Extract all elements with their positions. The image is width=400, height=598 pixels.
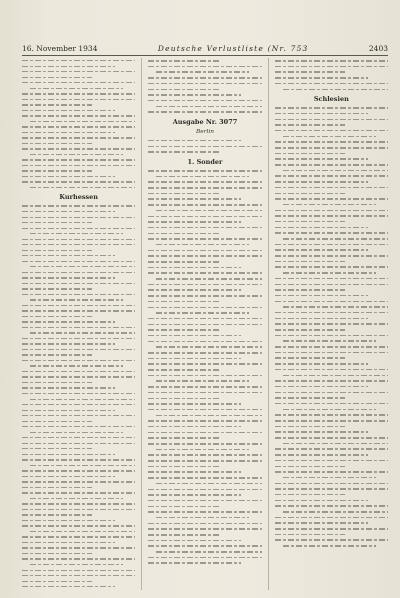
text-line xyxy=(22,110,115,111)
text-line xyxy=(148,204,261,206)
text-line xyxy=(275,210,388,212)
text-line xyxy=(275,232,388,234)
text-line xyxy=(148,255,261,257)
text-line xyxy=(275,295,368,297)
text-line xyxy=(22,310,135,311)
text-line xyxy=(148,318,261,320)
text-line xyxy=(275,528,388,530)
text-line xyxy=(148,335,241,337)
text-line xyxy=(22,360,135,361)
text-line xyxy=(275,318,368,320)
text-line xyxy=(148,272,261,274)
text-line xyxy=(22,165,135,166)
text-line xyxy=(275,289,345,291)
text-line xyxy=(148,89,218,91)
text-line xyxy=(283,477,376,479)
text-line xyxy=(148,100,261,102)
text-line xyxy=(22,93,135,94)
text-line xyxy=(22,570,135,571)
text-line xyxy=(22,525,135,526)
text-line xyxy=(22,547,135,548)
text-line xyxy=(275,352,388,354)
text-line xyxy=(22,421,92,422)
text-line xyxy=(283,89,388,91)
text-line xyxy=(22,99,135,100)
text-line xyxy=(30,465,135,466)
column-right xyxy=(275,58,388,590)
text-line xyxy=(148,329,218,331)
text-line xyxy=(30,266,135,267)
text-line xyxy=(275,397,345,399)
text-line xyxy=(22,176,115,177)
text-line xyxy=(148,392,261,394)
text-line xyxy=(148,238,261,240)
section-heading: 1. Sonder xyxy=(187,157,223,166)
text-line xyxy=(22,503,135,504)
text-line xyxy=(283,136,376,138)
text-line xyxy=(275,346,388,348)
text-line xyxy=(275,539,388,541)
text-line xyxy=(275,522,368,524)
text-line xyxy=(148,358,241,360)
text-line xyxy=(275,431,368,433)
text-line xyxy=(275,414,388,416)
text-line xyxy=(22,459,135,460)
text-line xyxy=(148,460,261,462)
text-line xyxy=(30,432,123,433)
text-line xyxy=(22,283,135,284)
section-heading: Ausgabe Nr. 3077 xyxy=(172,117,238,126)
text-line xyxy=(275,147,388,149)
text-line xyxy=(148,403,241,405)
text-line xyxy=(30,564,123,565)
text-line xyxy=(156,449,249,451)
text-line xyxy=(275,130,388,132)
text-line xyxy=(22,371,135,372)
text-line xyxy=(156,551,261,553)
text-line xyxy=(22,244,135,245)
text-line xyxy=(22,476,115,477)
text-line xyxy=(148,151,218,153)
text-line xyxy=(156,278,261,280)
header-date: 16. November 1934 xyxy=(22,44,98,53)
text-line xyxy=(275,181,368,183)
text-line xyxy=(22,520,115,521)
text-line xyxy=(275,278,388,280)
text-line xyxy=(148,511,261,513)
text-line xyxy=(148,562,241,564)
text-line xyxy=(148,386,261,388)
text-line xyxy=(148,146,261,148)
text-line xyxy=(22,132,115,133)
text-line xyxy=(156,312,249,314)
text-line xyxy=(275,488,388,490)
text-line xyxy=(22,239,135,240)
text-line xyxy=(22,66,115,67)
page-header xyxy=(22,44,388,54)
text-line xyxy=(275,187,388,189)
text-line xyxy=(148,284,261,286)
text-line xyxy=(22,294,135,295)
section-subheading: Berlin xyxy=(196,128,214,135)
text-line xyxy=(22,349,135,350)
text-line xyxy=(22,217,135,218)
text-line xyxy=(22,277,115,278)
text-line xyxy=(22,250,92,251)
text-line xyxy=(148,193,218,195)
text-line xyxy=(275,158,368,160)
text-line xyxy=(148,420,261,422)
text-line xyxy=(22,586,115,587)
text-line xyxy=(30,531,135,532)
text-line xyxy=(275,221,345,223)
text-line xyxy=(156,210,261,212)
page-number: 2403 xyxy=(368,44,388,53)
text-line xyxy=(275,261,345,263)
text-line xyxy=(148,557,261,559)
text-line xyxy=(22,159,135,160)
text-line xyxy=(148,471,241,473)
text-line xyxy=(148,437,218,439)
text-line xyxy=(30,365,123,366)
text-line xyxy=(275,153,345,155)
text-line xyxy=(22,410,115,411)
text-line xyxy=(275,426,345,428)
text-line xyxy=(30,299,123,300)
text-line xyxy=(156,517,249,519)
text-line xyxy=(156,71,249,73)
text-line xyxy=(275,517,388,519)
text-line xyxy=(22,222,92,223)
text-line xyxy=(283,306,388,308)
text-line xyxy=(275,124,345,126)
text-line xyxy=(148,267,241,269)
text-line xyxy=(275,323,388,325)
text-line xyxy=(30,121,135,122)
text-line xyxy=(156,483,261,485)
text-line xyxy=(283,238,388,240)
text-line xyxy=(275,255,388,257)
text-line xyxy=(148,540,241,542)
text-line xyxy=(148,341,261,343)
text-line xyxy=(148,443,261,445)
text-line xyxy=(148,221,241,223)
text-line xyxy=(22,321,115,322)
text-line xyxy=(22,558,135,559)
text-line xyxy=(148,369,218,371)
text-line xyxy=(30,332,135,333)
text-line xyxy=(148,261,218,263)
text-line xyxy=(275,363,368,365)
text-line xyxy=(22,509,135,510)
text-line xyxy=(22,553,92,554)
text-line xyxy=(30,233,123,234)
text-line xyxy=(148,187,261,189)
text-line xyxy=(275,392,388,394)
text-line xyxy=(148,77,261,79)
text-line xyxy=(22,255,115,256)
text-line xyxy=(283,375,388,377)
text-line xyxy=(22,492,135,493)
text-line xyxy=(156,415,261,417)
text-line xyxy=(275,284,388,286)
text-line xyxy=(148,94,241,96)
text-line xyxy=(148,216,261,218)
text-line xyxy=(283,443,388,445)
text-line xyxy=(148,181,261,183)
text-line xyxy=(148,198,241,200)
text-line xyxy=(275,505,388,507)
text-line xyxy=(22,82,135,83)
text-line xyxy=(283,511,388,513)
text-line xyxy=(22,487,92,488)
text-line xyxy=(275,107,388,109)
text-line xyxy=(148,523,261,525)
text-line xyxy=(148,363,261,365)
text-line xyxy=(148,111,261,113)
text-line xyxy=(22,393,135,394)
text-line xyxy=(275,460,388,462)
text-line xyxy=(22,181,135,182)
text-line xyxy=(148,227,261,229)
text-line xyxy=(148,170,261,172)
text-line xyxy=(22,170,92,171)
text-line xyxy=(30,187,135,188)
text-line xyxy=(22,205,135,206)
text-line xyxy=(275,500,368,502)
text-line xyxy=(22,343,115,344)
text-line xyxy=(22,261,135,262)
text-line xyxy=(156,244,249,246)
text-line xyxy=(275,420,388,422)
text-line xyxy=(22,448,92,449)
text-line xyxy=(275,193,345,195)
text-line xyxy=(22,581,92,582)
text-line xyxy=(156,176,249,178)
text-line xyxy=(275,369,388,371)
text-line xyxy=(275,454,368,456)
text-line xyxy=(275,60,388,62)
text-line xyxy=(275,77,368,79)
text-line xyxy=(148,307,261,309)
text-line xyxy=(275,357,345,359)
text-line xyxy=(22,115,135,116)
text-line xyxy=(148,432,261,434)
text-line xyxy=(148,289,241,291)
text-line xyxy=(275,380,388,382)
text-line xyxy=(148,301,218,303)
text-line xyxy=(148,494,241,496)
text-line xyxy=(22,338,135,339)
text-line xyxy=(22,288,92,289)
text-line xyxy=(22,71,135,72)
text-line xyxy=(22,382,92,383)
column-divider xyxy=(268,58,269,590)
header-publication-title: Deutsche Verlustliste xyxy=(157,44,264,53)
text-line xyxy=(156,346,261,348)
text-line xyxy=(22,60,135,61)
text-line xyxy=(275,141,388,143)
text-line xyxy=(22,481,135,482)
text-line xyxy=(148,375,261,377)
text-line xyxy=(22,443,135,444)
text-line xyxy=(22,137,135,138)
text-line xyxy=(148,140,241,142)
text-line xyxy=(275,244,388,246)
text-line xyxy=(22,316,92,317)
text-line xyxy=(275,83,388,85)
text-line xyxy=(22,211,115,212)
text-line xyxy=(275,249,368,251)
text-line xyxy=(148,66,261,68)
text-line xyxy=(275,198,388,200)
text-line xyxy=(148,60,218,62)
column-left xyxy=(22,58,135,590)
text-line xyxy=(283,545,376,547)
text-line xyxy=(148,352,261,354)
text-line xyxy=(148,489,261,491)
text-line xyxy=(22,387,115,388)
text-line xyxy=(22,376,135,377)
text-line xyxy=(22,327,135,328)
text-line xyxy=(275,403,388,405)
text-columns xyxy=(22,58,388,590)
text-line xyxy=(148,500,261,502)
text-line xyxy=(22,77,92,78)
text-line xyxy=(22,354,92,355)
text-line xyxy=(275,119,388,121)
text-line xyxy=(156,106,261,108)
text-line xyxy=(275,494,345,496)
text-line xyxy=(148,534,218,536)
text-line xyxy=(148,83,261,85)
text-line xyxy=(275,215,388,217)
text-line xyxy=(275,301,388,303)
text-line xyxy=(275,66,388,68)
text-line xyxy=(148,454,261,456)
text-line xyxy=(148,324,261,326)
text-line xyxy=(156,380,249,382)
text-line xyxy=(22,404,135,405)
text-line xyxy=(148,409,261,411)
text-line xyxy=(148,295,261,297)
text-line xyxy=(275,266,388,268)
text-line xyxy=(148,233,218,235)
text-line xyxy=(275,386,368,388)
text-line xyxy=(30,399,135,400)
header-issue: (Nr. 753 xyxy=(267,44,309,53)
text-line xyxy=(148,250,261,252)
text-line xyxy=(275,437,388,439)
text-line xyxy=(22,305,135,306)
text-line xyxy=(283,272,376,274)
text-line xyxy=(22,148,135,149)
text-line xyxy=(275,466,345,468)
text-line xyxy=(148,426,241,428)
text-line xyxy=(283,340,376,342)
text-line xyxy=(275,483,388,485)
text-line xyxy=(275,175,388,177)
text-line xyxy=(22,415,135,416)
text-line xyxy=(283,409,376,411)
text-line xyxy=(30,498,123,499)
text-line xyxy=(22,143,92,144)
section-heading: Schlesien xyxy=(313,95,349,104)
text-line xyxy=(148,477,261,479)
text-line xyxy=(22,104,92,105)
text-line xyxy=(275,113,368,115)
text-line xyxy=(22,228,135,229)
column-divider xyxy=(141,58,142,590)
text-line xyxy=(22,437,135,438)
text-line xyxy=(275,335,388,337)
text-line xyxy=(22,542,115,543)
text-line xyxy=(148,528,261,530)
text-line xyxy=(275,534,345,536)
text-line xyxy=(275,448,388,450)
text-line xyxy=(22,536,135,537)
text-line xyxy=(148,545,261,547)
text-line xyxy=(148,466,218,468)
text-line xyxy=(22,470,135,471)
text-line xyxy=(275,471,388,473)
text-line xyxy=(283,170,388,172)
text-line xyxy=(22,272,135,273)
header-rule xyxy=(22,55,388,56)
text-line xyxy=(275,312,388,314)
text-line xyxy=(148,398,218,400)
text-line xyxy=(283,204,376,206)
text-line xyxy=(22,514,92,515)
section-heading: Kurhessen xyxy=(59,193,99,202)
text-line xyxy=(148,506,218,508)
text-line xyxy=(275,71,345,73)
text-line xyxy=(275,329,345,331)
text-line xyxy=(30,154,123,155)
text-line xyxy=(22,575,135,576)
text-line xyxy=(22,454,115,455)
text-line xyxy=(22,426,135,427)
text-line xyxy=(22,126,135,127)
text-line xyxy=(30,88,123,89)
text-line xyxy=(275,164,388,166)
column-middle xyxy=(148,58,261,590)
text-line xyxy=(275,227,368,229)
